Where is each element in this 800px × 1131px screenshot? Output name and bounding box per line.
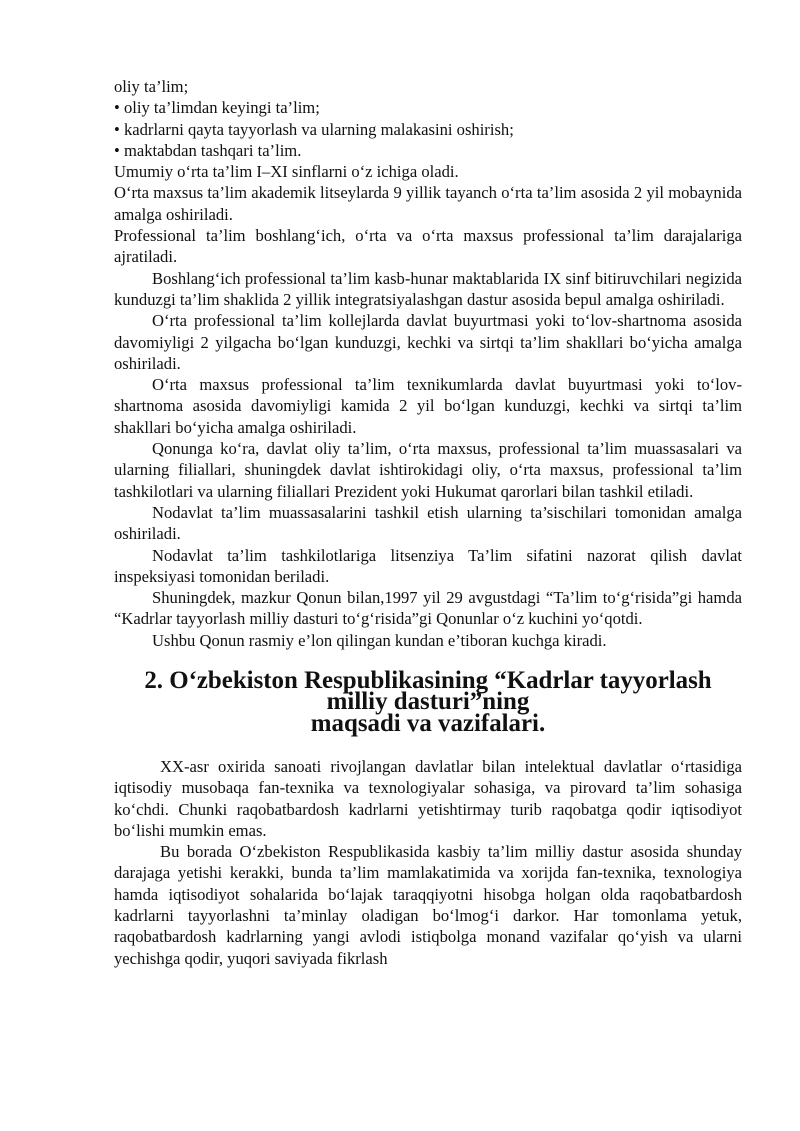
list-line: • oliy ta’limdan keyingi ta’lim; — [114, 98, 320, 118]
paragraph: XX-asr oxirida sanoati rivojlangan davlatlar bilan intelektual davlatlar o‘rtasidiga iqtisodiy musobaqa fan-texnika va texnologiyalar sohasiga, va pirovard ta’lim sohasiga ko‘chdi. Chunki raqobatbardosh kadrlarni yetishtirmay turib raqobatga qodir iqtisodiyot bo‘lishi mumkin emas. — [114, 756, 742, 840]
paragraph: Bu borada O‘zbekiston Respublikasida kasbiy ta’lim milliy dastur asosida shunday darajaga yetishi kerakki, bunda ta’lim mamlakatimida va xorijda fan-texnika, texnologiya hamda iqtisodiyot sohalarida bo‘lajak taraqqiyotni hisobga holgan olda raqobatbardosh kadrlarni tayyorlashni ta’minlay oladigan bo‘lmog‘i darkor. Har tomonlama yetuk, raqobatbardosh kadrlarning yangi avlodi istiqbolga monand vazifalar qo‘yish va ularni yechishga qodir, yuqori saviyada fikrlash — [114, 842, 742, 968]
paragraph: Boshlang‘ich professional ta’lim kasb-hunar maktablarida IX sinf bitiruvchilari negizida kunduzgi ta’lim shaklida 2 yillik integratsiyalashgan dastur asosida bepul amalga oshiriladi. — [114, 268, 742, 309]
paragraph: Ushbu Qonun rasmiy e’lon qilingan kundan e’tiboran kuchga kiradi. — [152, 630, 607, 650]
paragraph: Nodavlat ta’lim muassasalarini tashkil etish ularning ta’sischilari tomonidan amalga oshiriladi. — [114, 502, 742, 544]
paragraph: O‘rta maxsus professional ta’lim texnikumlarda davlat buyurtmasi yoki to‘lov-shartnoma asosida davomiyligi kamida 2 yil bo‘lgan kunduzgi, kechki va sirtqi ta’lim shakllari bo‘yicha amalga oshiriladi. — [114, 375, 742, 437]
paragraph: Umumiy o‘rta ta’lim I–XI sinflarni o‘z ichiga oladi. — [114, 162, 459, 182]
section-heading-line: maqsadi va vazifalari. — [310, 709, 546, 737]
paragraph: Professional ta’lim boshlang‘ich, o‘rta va o‘rta maxsus professional ta’lim darajalariga ajratiladi. — [114, 226, 742, 267]
section-heading-line: 2. O‘zbekiston Respublikasining “Kadrlar tayyorlash milliy dasturi”ning — [144, 667, 712, 716]
list-line: • kadrlarni qayta tayyorlash va ularning malakasini oshirish; — [114, 119, 514, 139]
list-line: oliy ta’lim; — [114, 77, 189, 96]
paragraph: Shuningdek, mazkur Qonun bilan,1997 yil 29 avgustdagi “Ta’lim to‘g‘risida”gi hamda “Kadrlar tayyorlash milliy dasturi to‘g‘risida”gi Qonunlar o‘z kuchini yo‘qotdi. — [114, 588, 742, 629]
paragraph: O‘rta maxsus ta’lim akademik litseylarda 9 yillik tayanch o‘rta ta’lim asosida 2 yil mobaynida amalga oshiriladi. — [114, 183, 742, 224]
paragraph: O‘rta professional ta’lim kollejlarda davlat buyurtmasi yoki to‘lov-shartnoma asosida davomiyligi 2 yilgacha bo‘lgan kunduzgi, kechki va sirtqi ta’lim shakllari bo‘yicha amalga oshiriladi. — [114, 311, 742, 373]
section-heading — [114, 667, 742, 737]
paragraph: Qonunga ko‘ra, davlat oliy ta’lim, o‘rta maxsus, professional ta’lim muassasalari va ularning filiallari, shuningdek davlat ishtirokidagi oliy, o‘rta maxsus, professional ta’lim tashkilotlari va ularning filiallari Prezident yoki Hukumat qarorlari bilan tashkil etiladi. — [114, 439, 742, 501]
document-page — [114, 76, 742, 969]
list-line: • maktabdan tashqari ta’lim. — [114, 140, 302, 160]
paragraph: Nodavlat ta’lim tashkilotlariga litsenziya Ta’lim sifatini nazorat qilish davlat inspeksiyasi tomonidan beriladi. — [114, 545, 742, 586]
